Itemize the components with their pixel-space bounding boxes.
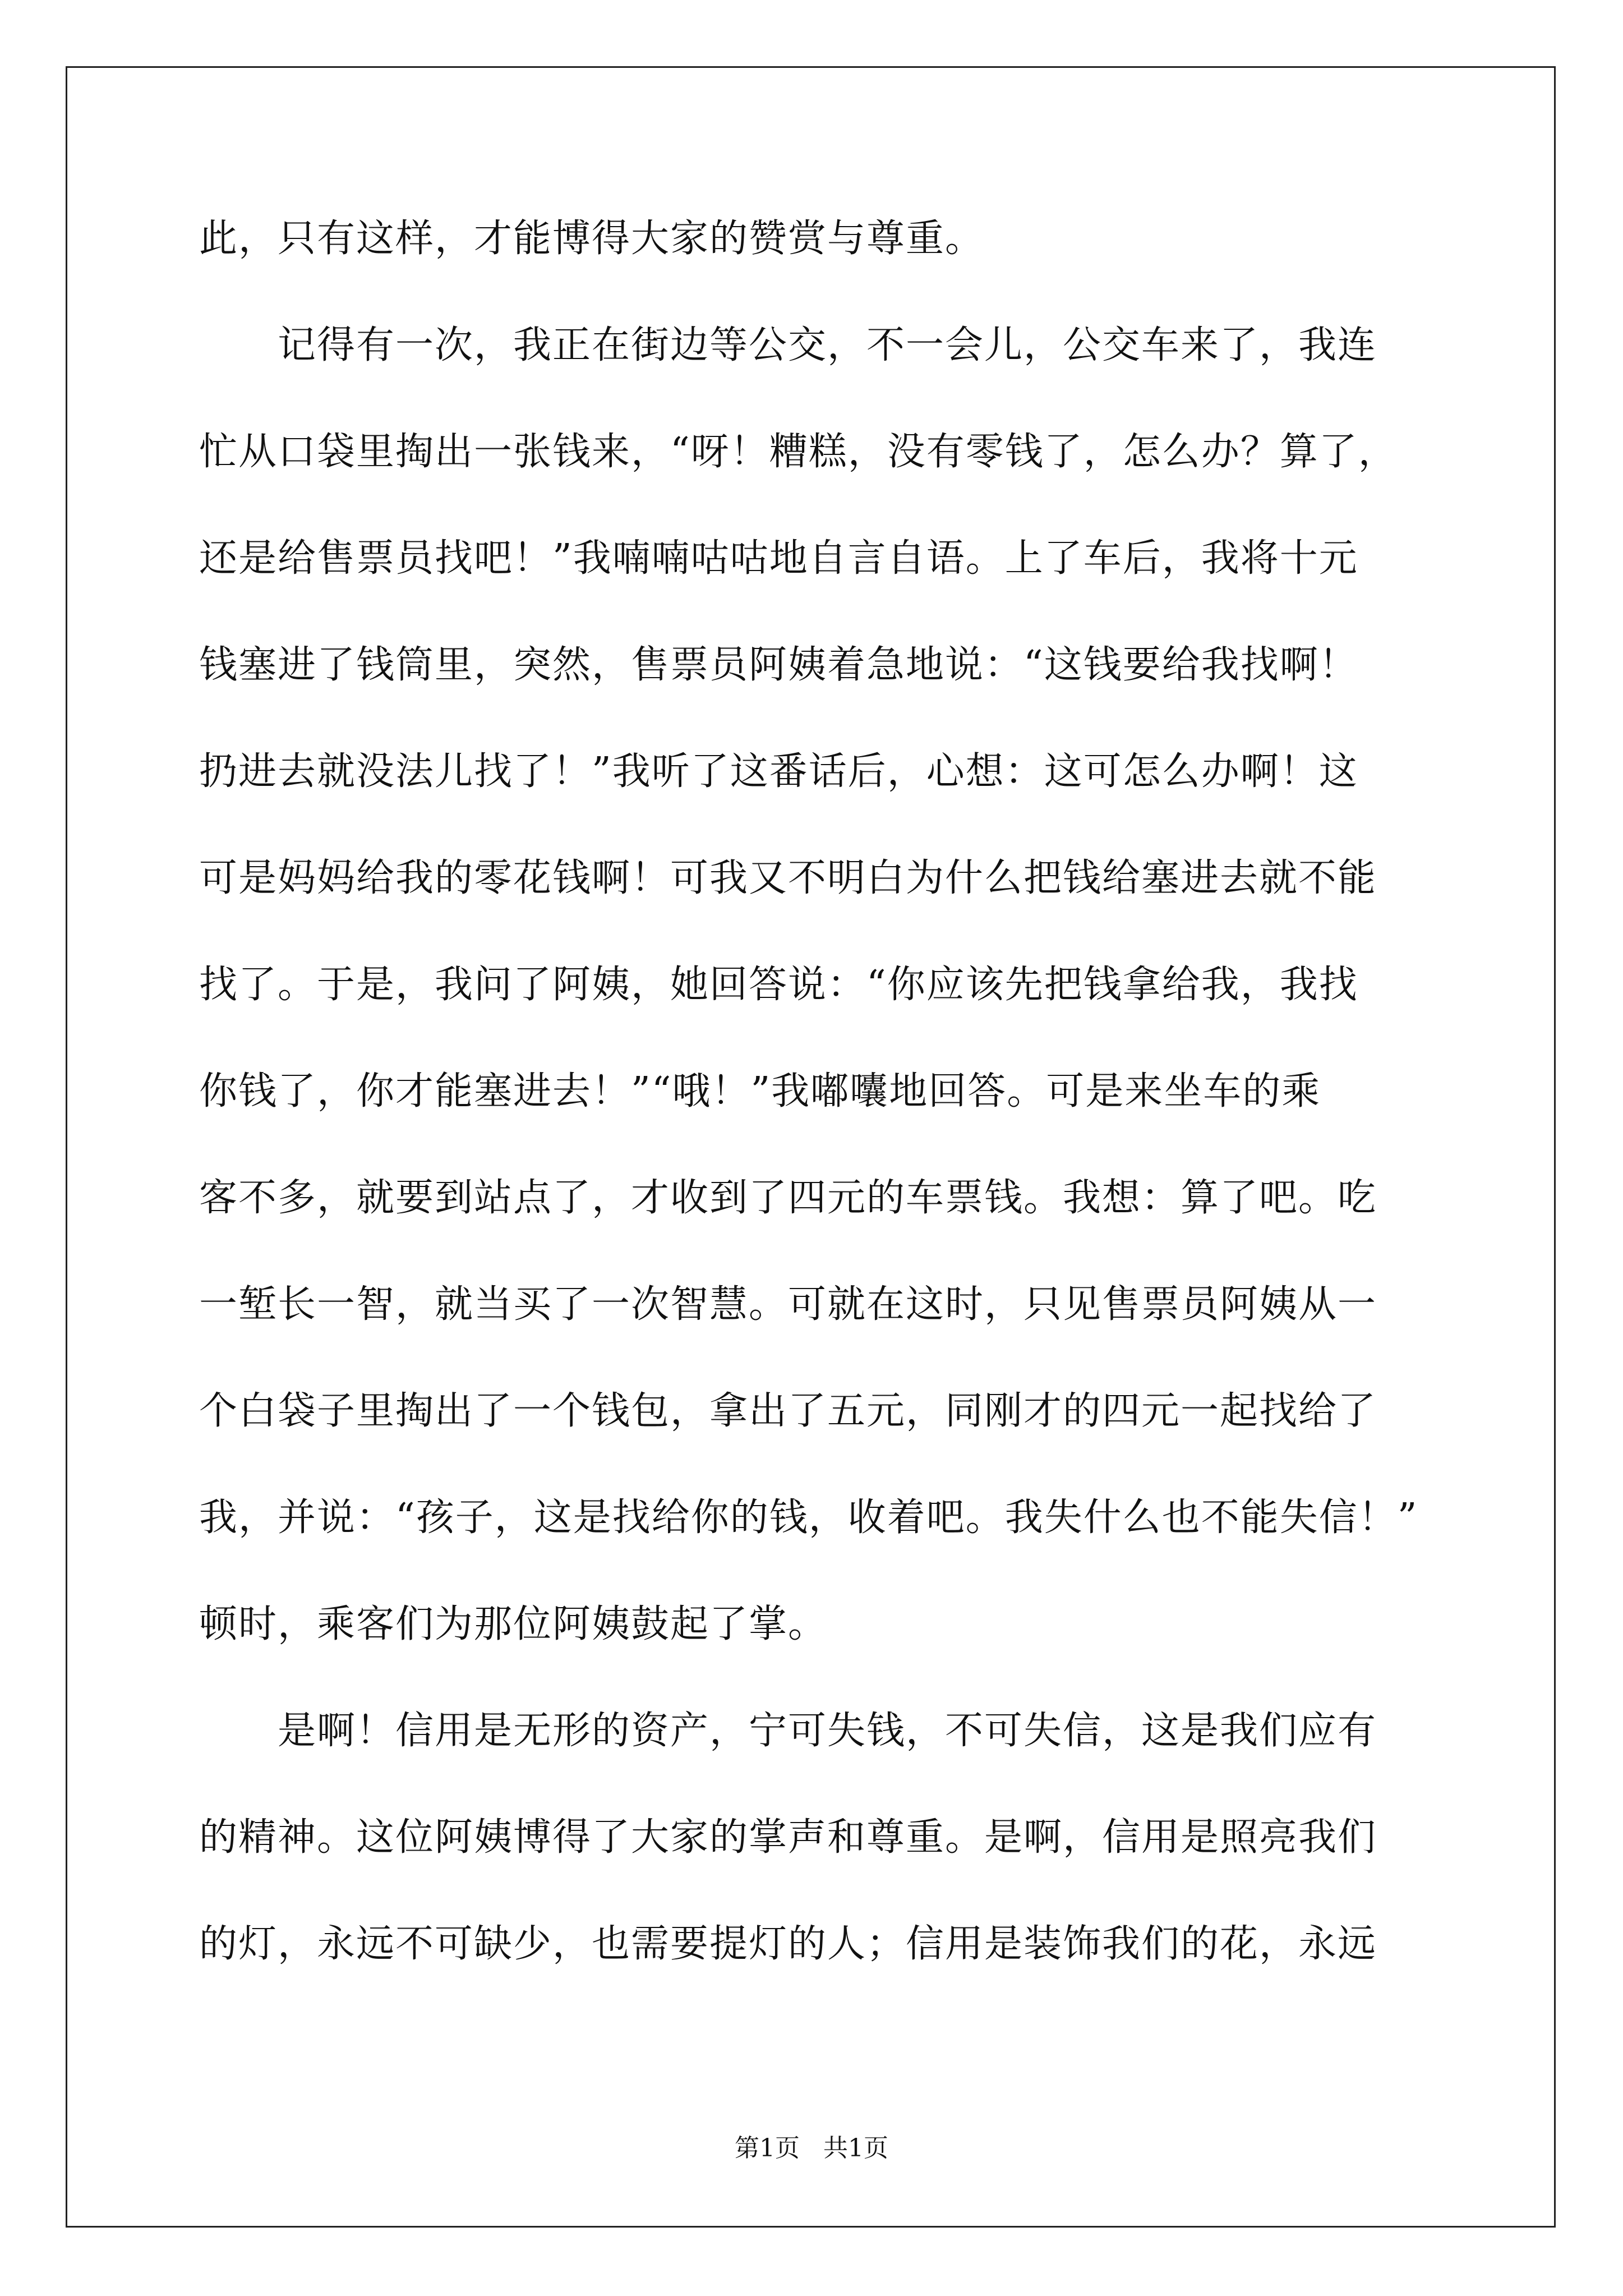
text-line: 的灯，永远不可缺少，也需要提灯的人；信用是装饰我们的花，永远 [199, 1922, 1377, 1966]
text-line: 还是给售票员找吧！”我喃喃咕咕地自言自语。上了车后，我将十元 [199, 536, 1358, 581]
text-line: 可是妈妈给我的零花钱啊！可我又不明白为什么把钱给塞进去就不能 [199, 856, 1377, 900]
text-line: 钱塞进了钱筒里，突然，售票员阿姨着急地说：“这钱要给我找啊！ [199, 643, 1358, 687]
text-line: 记得有一次，我正在街边等公交，不一会儿，公交车来了，我连 [199, 323, 1377, 367]
text-line: 你钱了，你才能塞进去！”“哦！”我嘟囔地回答。可是来坐车的乘 [199, 1069, 1321, 1114]
text-line: 个白袋子里掏出了一个钱包，拿出了五元，同刚才的四元一起找给了 [199, 1389, 1377, 1433]
text-line: 顿时，乘客们为那位阿姨鼓起了掌。 [199, 1602, 828, 1646]
text-line: 客不多，就要到站点了，才收到了四元的车票钱。我想：算了吧。吃 [199, 1176, 1377, 1220]
text-line: 一堑长一智，就当买了一次智慧。可就在这时，只见售票员阿姨从一 [199, 1282, 1377, 1327]
page-number: 第1页 [735, 2134, 800, 2162]
text-line: 的精神。这位阿姨博得了大家的掌声和尊重。是啊，信用是照亮我们 [199, 1815, 1377, 1860]
text-line: 此，只有这样，才能博得大家的赞赏与尊重。 [199, 217, 985, 261]
page-border [66, 66, 1556, 2228]
text-line: 扔进去就没法儿找了！”我听了这番话后，心想：这可怎么办啊！这 [199, 749, 1358, 794]
text-line: 我，并说：“孩子，这是找给你的钱，收着吧。我失什么也不能失信！” [199, 1496, 1418, 1540]
page-footer [0, 2132, 1623, 2165]
text-line: 找了。于是，我问了阿姨，她回答说：“你应该先把钱拿给我，我找 [199, 963, 1358, 1007]
page-total: 共1页 [823, 2134, 888, 2162]
text-line: 忙从口袋里掏出一张钱来，“呀！糟糕，没有零钱了，怎么办？算了， [199, 430, 1398, 474]
text-line: 是啊！信用是无形的资产，宁可失钱，不可失信，这是我们应有 [199, 1709, 1377, 1753]
